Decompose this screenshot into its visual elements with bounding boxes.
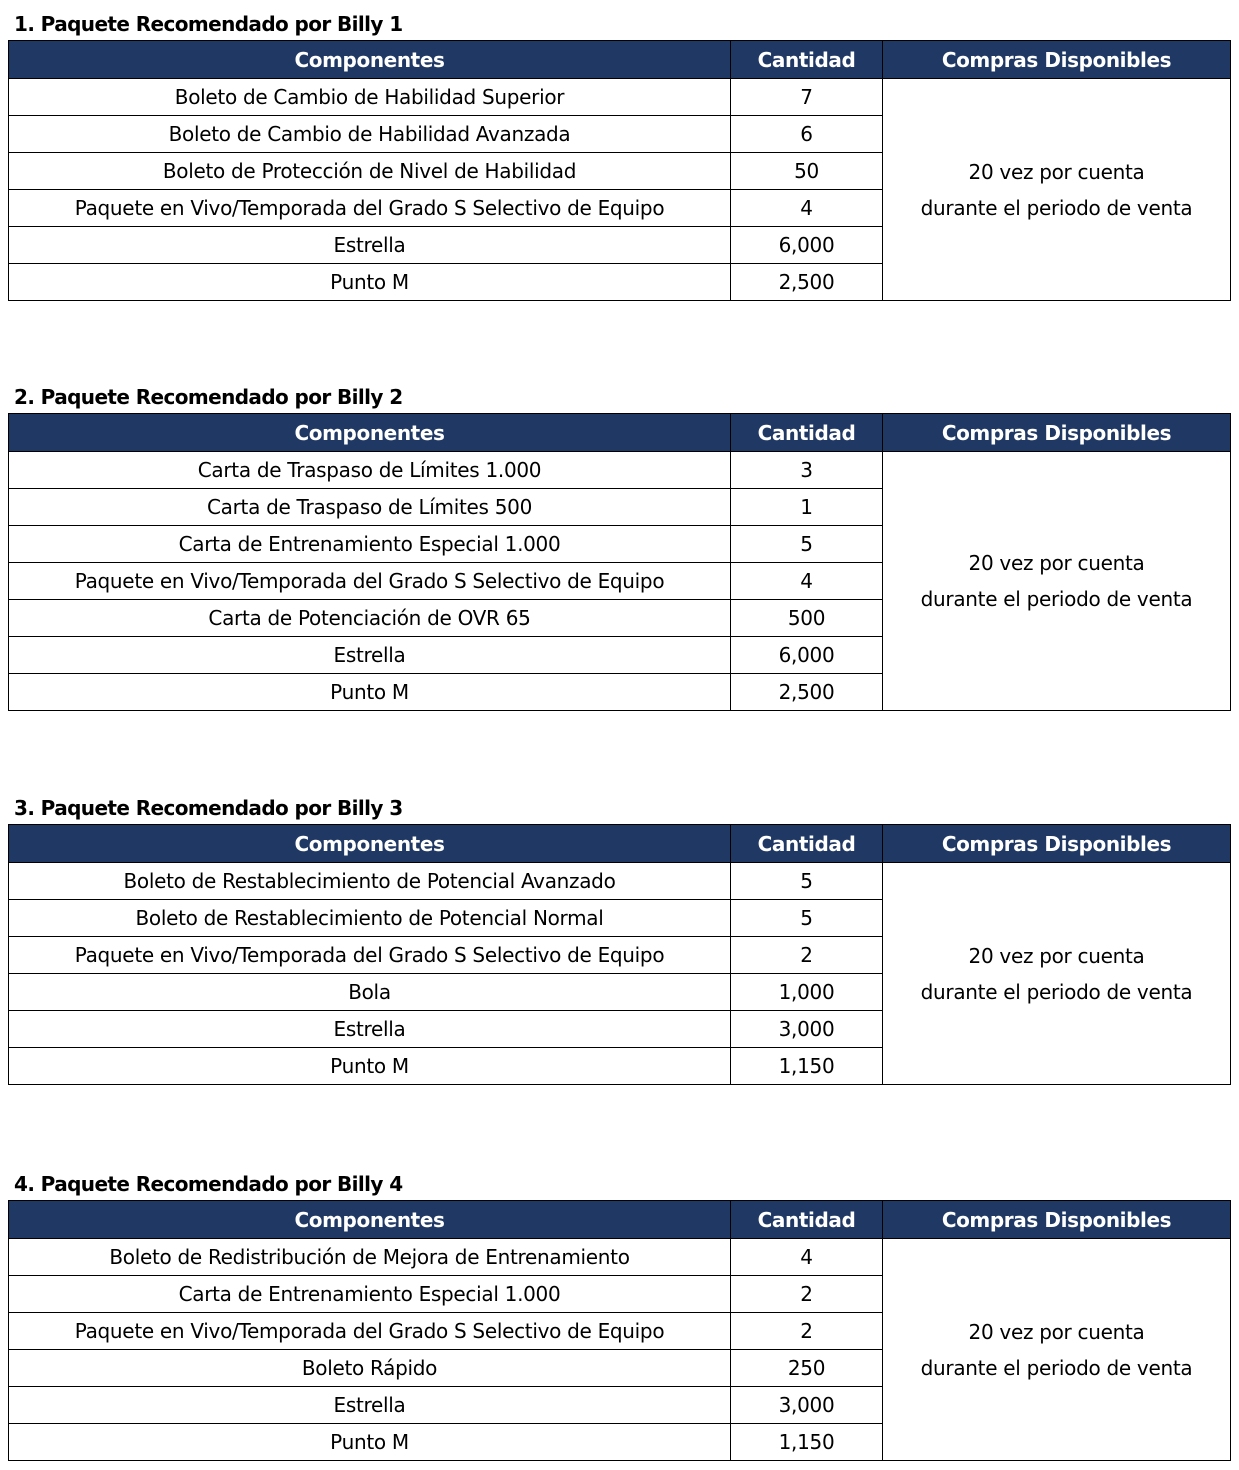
available-purchases-line2: durante el periodo de venta — [920, 979, 1193, 1004]
component-quantity: 1,150 — [731, 1048, 883, 1085]
package-section — [8, 792, 1230, 1085]
component-quantity: 250 — [731, 1350, 883, 1387]
component-quantity: 2 — [731, 1313, 883, 1350]
package-section — [8, 1168, 1230, 1461]
header-components: Componentes — [9, 41, 731, 79]
component-quantity: 1,000 — [731, 974, 883, 1011]
table-header-row — [9, 1201, 1231, 1239]
component-quantity: 1,150 — [731, 1424, 883, 1461]
component-name: Carta de Entrenamiento Especial 1.000 — [9, 1276, 731, 1313]
component-quantity: 5 — [731, 526, 883, 563]
available-purchases — [883, 79, 1231, 301]
package-title: 4. Paquete Recomendado por Billy 4 — [14, 1172, 403, 1196]
component-name: Estrella — [9, 1387, 731, 1424]
component-name: Boleto Rápido — [9, 1350, 731, 1387]
table-row — [9, 452, 1231, 489]
table-header-row — [9, 825, 1231, 863]
table-row — [9, 79, 1231, 116]
component-quantity: 6,000 — [731, 637, 883, 674]
header-quantity: Cantidad — [731, 825, 883, 863]
component-name: Carta de Entrenamiento Especial 1.000 — [9, 526, 731, 563]
component-quantity: 1 — [731, 489, 883, 526]
table-header-row — [9, 414, 1231, 452]
component-quantity: 500 — [731, 600, 883, 637]
component-name: Carta de Potenciación de OVR 65 — [9, 600, 731, 637]
header-quantity: Cantidad — [731, 414, 883, 452]
component-name: Estrella — [9, 227, 731, 264]
header-available-purchases: Compras Disponibles — [883, 414, 1231, 452]
package-section — [8, 8, 1230, 301]
component-name: Punto M — [9, 1424, 731, 1461]
component-quantity: 2 — [731, 1276, 883, 1313]
component-quantity: 4 — [731, 563, 883, 600]
table-row — [9, 863, 1231, 900]
package-table — [8, 40, 1231, 301]
component-quantity: 2,500 — [731, 674, 883, 711]
component-quantity: 3,000 — [731, 1011, 883, 1048]
table-header-row — [9, 41, 1231, 79]
component-name: Carta de Traspaso de Límites 500 — [9, 489, 731, 526]
header-available-purchases: Compras Disponibles — [883, 41, 1231, 79]
component-name: Boleto de Cambio de Habilidad Superior — [9, 79, 731, 116]
header-quantity: Cantidad — [731, 1201, 883, 1239]
package-table — [8, 413, 1231, 711]
component-name: Boleto de Redistribución de Mejora de Entrenamiento — [9, 1239, 731, 1276]
component-name: Boleto de Protección de Nivel de Habilidad — [9, 153, 731, 190]
available-purchases-line1: 20 vez por cuenta — [968, 943, 1145, 968]
available-purchases-line1: 20 vez por cuenta — [968, 1319, 1145, 1344]
component-quantity: 4 — [731, 1239, 883, 1276]
header-quantity: Cantidad — [731, 41, 883, 79]
package-title: 2. Paquete Recomendado por Billy 2 — [14, 385, 403, 409]
header-available-purchases: Compras Disponibles — [883, 825, 1231, 863]
component-name: Estrella — [9, 1011, 731, 1048]
component-name: Punto M — [9, 264, 731, 301]
component-name: Punto M — [9, 674, 731, 711]
component-quantity: 5 — [731, 900, 883, 937]
component-quantity: 6 — [731, 116, 883, 153]
component-name: Paquete en Vivo/Temporada del Grado S Selectivo de Equipo — [9, 1313, 731, 1350]
header-components: Componentes — [9, 414, 731, 452]
available-purchases-line1: 20 vez por cuenta — [968, 159, 1145, 184]
component-name: Paquete en Vivo/Temporada del Grado S Selectivo de Equipo — [9, 190, 731, 227]
available-purchases-line2: durante el periodo de venta — [920, 195, 1193, 220]
component-quantity: 7 — [731, 79, 883, 116]
available-purchases-line2: durante el periodo de venta — [920, 587, 1193, 611]
component-quantity: 2,500 — [731, 264, 883, 301]
component-quantity: 3,000 — [731, 1387, 883, 1424]
component-quantity: 6,000 — [731, 227, 883, 264]
component-name: Bola — [9, 974, 731, 1011]
available-purchases — [883, 1239, 1231, 1461]
available-purchases — [883, 452, 1231, 711]
package-section — [8, 381, 1230, 711]
component-quantity: 4 — [731, 190, 883, 227]
header-components: Componentes — [9, 1201, 731, 1239]
table-row — [9, 1239, 1231, 1276]
component-name: Estrella — [9, 637, 731, 674]
component-name: Boleto de Cambio de Habilidad Avanzada — [9, 116, 731, 153]
component-name: Punto M — [9, 1048, 731, 1085]
component-name: Paquete en Vivo/Temporada del Grado S Selectivo de Equipo — [9, 937, 731, 974]
available-purchases-line2: durante el periodo de venta — [920, 1355, 1193, 1380]
component-quantity: 50 — [731, 153, 883, 190]
available-purchases — [883, 863, 1231, 1085]
header-components: Componentes — [9, 825, 731, 863]
package-title: 3. Paquete Recomendado por Billy 3 — [14, 796, 403, 820]
available-purchases-line1: 20 vez por cuenta — [968, 551, 1145, 575]
header-available-purchases: Compras Disponibles — [883, 1201, 1231, 1239]
component-quantity: 2 — [731, 937, 883, 974]
component-name: Carta de Traspaso de Límites 1.000 — [9, 452, 731, 489]
component-name: Boleto de Restablecimiento de Potencial Avanzado — [9, 863, 731, 900]
package-table — [8, 824, 1231, 1085]
component-name: Paquete en Vivo/Temporada del Grado S Selectivo de Equipo — [9, 563, 731, 600]
component-name: Boleto de Restablecimiento de Potencial Normal — [9, 900, 731, 937]
component-quantity: 5 — [731, 863, 883, 900]
package-table — [8, 1200, 1231, 1461]
component-quantity: 3 — [731, 452, 883, 489]
package-title: 1. Paquete Recomendado por Billy 1 — [14, 12, 403, 36]
